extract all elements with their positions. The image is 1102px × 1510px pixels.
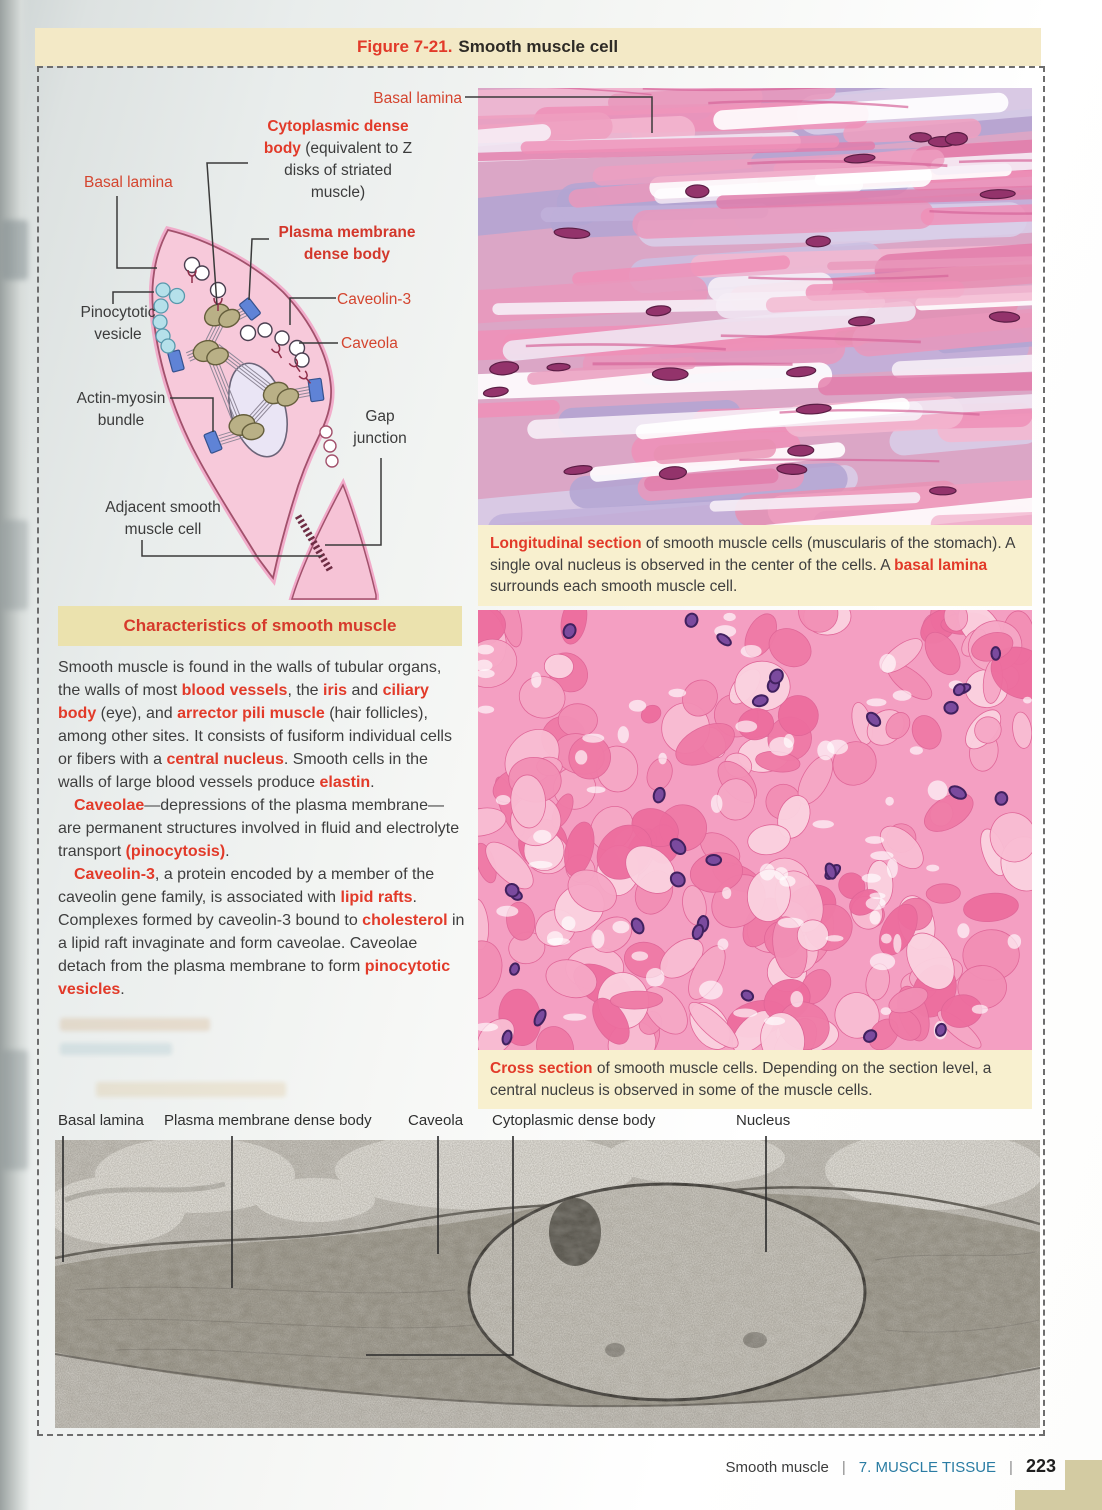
em-label-caveola: Caveola: [408, 1112, 464, 1129]
label-line: muscle cell: [124, 521, 202, 538]
scan-smudge: [2, 520, 28, 610]
label-pinocytotic-vesicle: [70, 302, 166, 346]
label-line: junction: [353, 430, 407, 447]
label-line: muscle): [310, 184, 366, 201]
footer-topic: Smooth muscle: [725, 1459, 829, 1476]
longitudinal-section-micrograph: [478, 88, 1032, 525]
label-line: Pinocytotic: [80, 304, 156, 321]
caption-cross-section: Cross section of smooth muscle cells. Depending on the section level, a central nucleus is observed in some of the muscle cells.: [478, 1050, 1032, 1109]
figure-number-label: Figure 7-21.: [357, 37, 453, 56]
label-basal-lamina-top: Basal lamina: [373, 90, 462, 107]
label-basal-lamina-left: Basal lamina: [84, 174, 173, 191]
characteristics-heading: Characteristics of smooth muscle: [58, 606, 462, 646]
label-line: Adjacent smooth: [105, 499, 221, 516]
cross-section-micrograph: [478, 610, 1032, 1050]
label-line: dense body: [303, 246, 391, 263]
label-line: Cytoplasmic dense: [267, 118, 409, 135]
chapter-corner-tab: [1015, 1490, 1102, 1510]
figure-title-banner: [35, 28, 1041, 66]
label-line: Plasma membrane: [278, 224, 416, 241]
em-label-cytoplasmic-dense-body: Cytoplasmic dense body: [492, 1112, 656, 1129]
page-footer: [726, 1456, 1057, 1477]
characteristics-paragraph: Smooth muscle is found in the walls of tubular organs, the walls of most blood vessels, the iris and ciliary body (eye), and arrector pili muscle (hair follicles), among other sites. It consists of fusiform individual cells or fibers with a central nucleus. Smooth cells in the walls of large blood vessels produce elastin.: [58, 659, 452, 791]
footer-section: 7. MUSCLE TISSUE: [858, 1459, 997, 1476]
caption-longitudinal: Longitudinal section of smooth muscle cells (muscularis of the stomach). A single oval nucleus is observed in the center of the cells. A basal lamina surrounds each smooth muscle cell.: [478, 525, 1032, 606]
scan-smudge: [2, 1050, 28, 1170]
characteristics-text: [58, 656, 466, 1001]
footer-page-number: 223: [1025, 1456, 1056, 1476]
label-line: disks of striated: [284, 162, 392, 179]
em-label-nucleus: Nucleus: [736, 1112, 791, 1129]
footer-separator: |: [841, 1459, 846, 1476]
label-gap-junction: [346, 406, 414, 450]
label-line: bundle: [97, 412, 145, 429]
label-line: vesicle: [94, 326, 142, 343]
label-line: Gap: [365, 408, 395, 425]
label-cytoplasmic-dense-body: [246, 116, 430, 204]
figure-title: Smooth muscle cell: [458, 37, 619, 56]
characteristics-paragraph: Caveolae—depressions of the plasma membrane—are permanent structures involved in fluid and electrolyte transport (pinocytosis).: [58, 797, 460, 860]
em-label-plasma-membrane-dense-body: Plasma membrane dense body: [164, 1112, 372, 1129]
label-caveolin-3: Caveolin-3: [337, 291, 412, 308]
em-label-basal-lamina: Basal lamina: [58, 1112, 144, 1129]
label-caveola: Caveola: [341, 335, 398, 352]
label-line: Actin-myosin: [76, 390, 166, 407]
label-plasma-membrane-dense-body: [268, 222, 426, 266]
label-adjacent-smooth-muscle-cell: [90, 497, 236, 541]
label-line: body (equivalent to Z: [263, 140, 413, 157]
scan-smudge: [2, 220, 28, 280]
electron-micrograph: [55, 1140, 1040, 1428]
footer-separator: |: [1009, 1459, 1013, 1476]
characteristics-paragraph: Caveolin-3, a protein encoded by a member of the caveolin gene family, is associated with lipid rafts. Complexes formed by caveolin-3 bound to cholesterol in a lipid raft invaginate and form caveolae. Caveolae detach from the plasma membrane to form pinocytotic vesicles.: [58, 866, 465, 998]
label-actin-myosin-bundle: [73, 388, 169, 432]
